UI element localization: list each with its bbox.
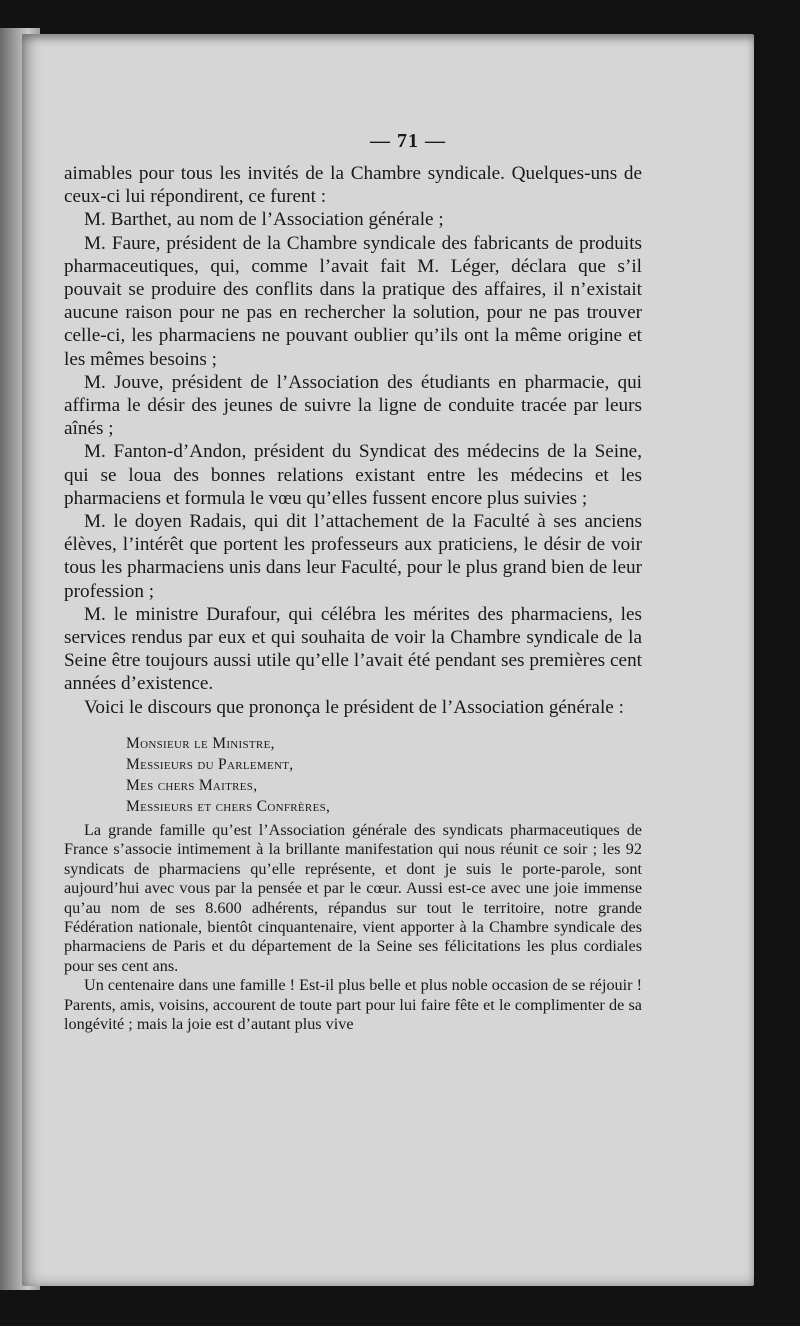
paragraph: M. Barthet, au nom de l’Association générale ; <box>84 209 444 231</box>
paragraph: M. le ministre Durafour, qui célébra les mérites des pharmaciens, les services rendus par eux et qui souhaita de voir la Chambre syndicale de la Seine être toujours aussi utile qu’elle l’avait été pendant ses premières cent années d’existence. <box>64 603 642 695</box>
salutation-line: Monsieur le Ministre, <box>126 734 275 752</box>
paragraph: M. Jouve, président de l’Association des étudiants en pharmacie, qui affirma le désir des jeunes de suivre la ligne de conduite tracée par leurs aînés ; <box>64 371 642 440</box>
paragraph: M. Fanton-d’Andon, président du Syndicat des médecins de la Seine, qui se loua des bonnes relations existant entre les médecins et les pharmaciens et formula le vœu qu’elles fussent encore plus suivies ; <box>64 441 642 509</box>
salutation <box>126 733 642 817</box>
paragraph: M. le doyen Radais, qui dit l’attachement de la Faculté à ses anciens élèves, l’intérêt que portent les professeurs aux praticiens, le désir de voir tous les pharmaciens unis dans leur Faculté, pour le plus grand bien de leur profession ; <box>64 511 642 602</box>
paragraph: Voici le discours que prononça le président de l’Association générale : <box>84 696 624 718</box>
salutation-line: Messieurs et chers Confrères, <box>126 797 331 815</box>
salutation-line: Messieurs du Parlement, <box>126 755 294 773</box>
paragraph: M. Faure, président de la Chambre syndicale des fabricants de produits pharmaceutiques, qui, comme l’avait fait M. Léger, déclara que s’il pouvait se produire des conflits dans la pratique des affaires, il n’existait aucune raison pour ne pas en rechercher la solution, pour ne pas trouver celle-ci, les pharmaciens ne pouvant oublier qu’ils ont la même origine et les mêmes besoins ; <box>64 232 642 370</box>
speech-text <box>64 821 642 1034</box>
speech-paragraph: La grande famille qu’est l’Association générale des syndicats pharmaceutiques de France s’associe intimement à la brillante manifestation qui nous réunit ce soir ; les 92 syndicats de pharmaciens qu’elle représente, et dont je suis le porte-parole, sont aujourd’hui avec vous par la pensée et par le cœur. Aussi est-ce avec une joie immense qu’au nom de ses 8.600 adhérents, répandus sur tout le territoire, notre grande Fédération nationale, bientôt cinquantenaire, vient apporter à la Chambre syndicale des pharmaciens de Paris et du département de la Seine ses félicitations les plus cordiales pour ses cent ans. <box>64 820 642 975</box>
paragraph: aimables pour tous les invités de la Chambre syndicale. Quelques-uns de ceux-ci lui répondirent, ce furent : <box>64 163 642 208</box>
book-page <box>22 34 754 1286</box>
page-number: — 71 — <box>370 130 446 152</box>
speech-paragraph: Un centenaire dans une famille ! Est-il plus belle et plus noble occasion de se réjouir ! Parents, amis, voisins, accourent de toute part pour lui faire fête et le complimenter de sa longévité ; mais la joie est d’autant plus vive <box>64 976 642 1033</box>
page-body <box>64 162 642 1034</box>
salutation-line: Mes chers Maitres, <box>126 776 258 794</box>
